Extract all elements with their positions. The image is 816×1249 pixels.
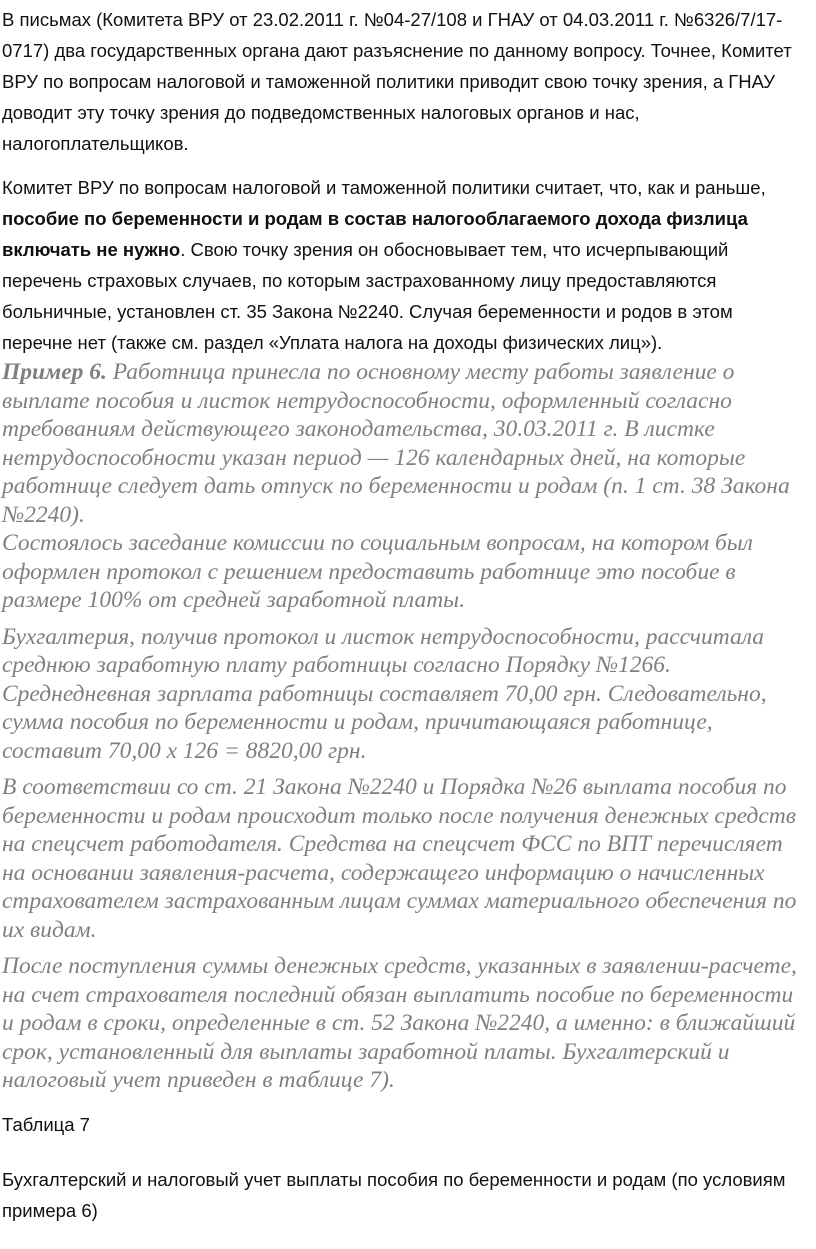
committee-opinion-paragraph xyxy=(2,172,816,358)
example-paragraph-1 xyxy=(2,358,816,529)
example-paragraph-3: Бухгалтерия, получив протокол и листок нетрудоспособности, рассчитала среднюю заработную плату работницы согласно Порядку №1266. Среднедневная зарплата работницы составляет 70,00 грн. Следовательно, сумма пособия по беременности и родам, причитающаяся работнице, составит 70,00 х 126 = 8820,00 грн. xyxy=(2,623,767,764)
table-label: Таблица 7 xyxy=(2,1113,90,1135)
example-paragraph-4: В соответствии со ст. 21 Закона №2240 и Порядка №26 выплата пособия по беременности и родам происходит только после получения денежных средств на спецсчет работодателя. Средства на спецсчет ФСС по ВПТ перечисляет на основании заявления-расчета, содержащего информацию о начисленных страхователем застрахованным лицам суммах материального обеспечения по их видам. xyxy=(2,774,797,943)
opinion-text-end: . Свою точку зрения он обосновывает тем, что исчерпывающий перечень страховых случаев, по которым застрахованному лицу предоставляются больничные, установлен ст. 35 Закона №2240. Случая беременности и родов в этом перечне нет (также см. раздел «Уплата налога на доходы физических лиц»). xyxy=(2,239,733,353)
example-paragraph-2: Состоялось заседание комиссии по социальным вопросам, на котором был оформлен протокол с решением предоставить работнице это пособие в размере 100% от средней заработной платы. xyxy=(2,530,753,613)
table-caption: Бухгалтерский и налоговый учет выплаты пособия по беременности и родам (по условиям примера 6) xyxy=(2,1168,786,1221)
opinion-bold-statement: пособие по беременности и родам в состав налогооблагаемого дохода физлица включать не нужно xyxy=(2,208,748,260)
example-text-1: Работница принесла по основному месту работы заявление о выплате пособия и листок нетрудоспособности, оформленный согласно требованиям действующего законодательства, 30.03.2011 г. В листке нетрудоспособности указан период — 126 календарных дней, на которые работнице следует дать отпуск по беременности и родам (п. 1 ст. 38 Закона №2240). xyxy=(2,359,790,528)
example-title: Пример 6. xyxy=(2,359,107,385)
intro-paragraph: В письмах (Комитета ВРУ от 23.02.2011 г. №04-27/108 и ГНАУ от 04.03.2011 г. №6326/7/17-0717) два государственных органа дают разъяснение по данному вопросу. Точнее, Комитет ВРУ по вопросам налоговой и таможенной политики приводит свою точку зрения, а ГНАУ доводит эту точку зрения до подведомственных налоговых органов и нас, налогоплательщиков. xyxy=(2,9,792,154)
example-paragraph-5: После поступления суммы денежных средств, указанных в заявлении-расчете, на счет страхователя последний обязан выплатить пособие по беременности и родам в сроки, определенные в ст. 52 Закона №2240, а именно: в ближайший срок, установленный для выплаты заработной платы. Бухгалтерский и налоговый учет приведен в таблице 7). xyxy=(2,953,797,1093)
opinion-text-start: Комитет ВРУ по вопросам налоговой и таможенной политики считает, что, как и раньше, xyxy=(2,177,766,198)
